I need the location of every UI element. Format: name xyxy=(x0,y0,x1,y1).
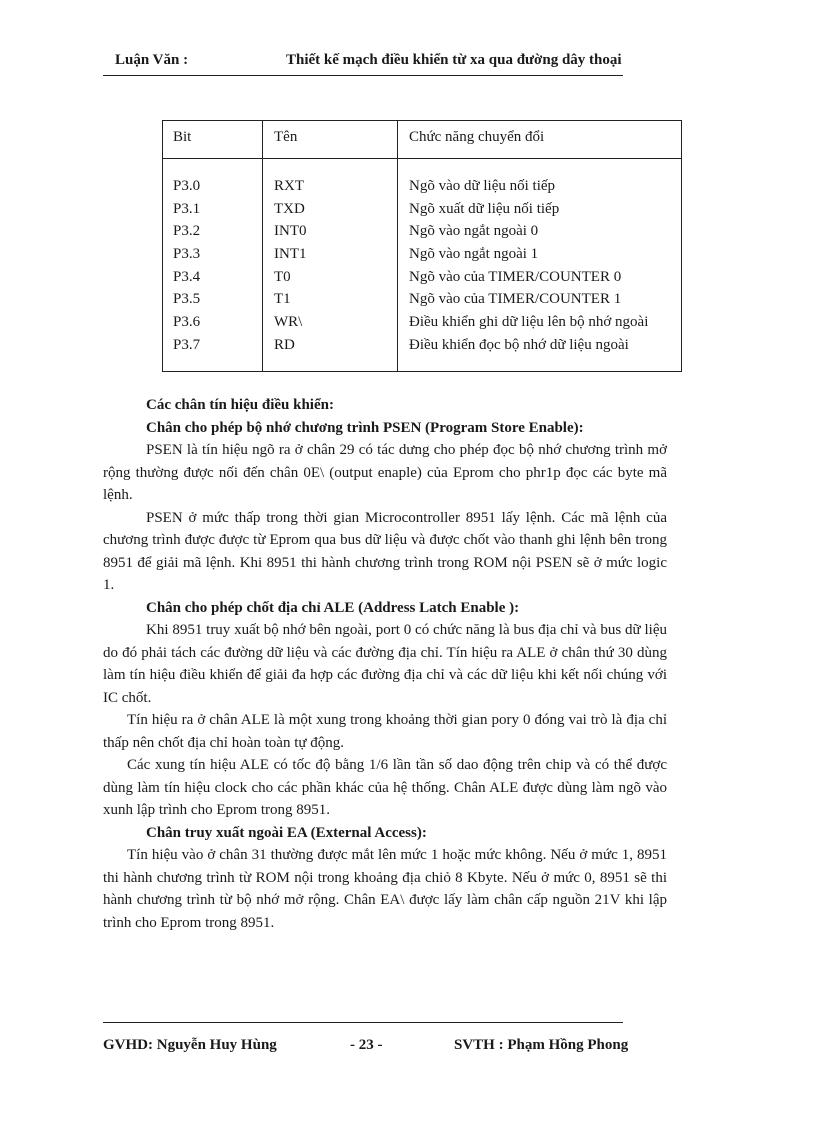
section-heading: Chân truy xuất ngoài EA (External Access): xyxy=(146,824,427,841)
table-cell: Ngõ vào của TIMER/COUNTER 1 xyxy=(409,291,622,308)
page-header xyxy=(103,50,623,72)
port3-function-table xyxy=(162,120,682,372)
body-text xyxy=(103,394,667,934)
section-heading: Chân cho phép bộ nhớ chương trình PSEN (Program Store Enable): xyxy=(146,419,584,436)
table-cell: Ngõ vào ngắt ngoài 0 xyxy=(409,223,539,240)
table-cell: P3.4 xyxy=(173,268,201,285)
header-left: Luận Văn : xyxy=(115,52,189,68)
table-cell: Ngõ vào của TIMER/COUNTER 0 xyxy=(409,268,622,285)
section-heading: Chân cho phép chốt địa chỉ ALE (Address Latch Enable ): xyxy=(146,599,520,616)
function-column xyxy=(398,159,682,372)
table-cell: P3.6 xyxy=(173,314,201,331)
table-cell: Điều khiển ghi dữ liệu lên bộ nhớ ngoài xyxy=(409,314,649,331)
table-cell: P3.7 xyxy=(173,336,201,353)
col-header-name: Tên xyxy=(263,121,398,159)
table-body-row xyxy=(163,159,682,372)
footer-advisor: GVHD: Nguyễn Huy Hùng xyxy=(103,1037,277,1053)
paragraph: Khi 8951 truy xuất bộ nhớ bên ngoài, port 0 có chức năng là bus địa chỉ và bus dữ liệu do đó phải tách các đường dữ liệu và các đường địa chỉ. Tín hiệu ra ALE ở chân thứ 30 dùng làm tín hiệu điều khiển để giải đa hợp các đường địa chỉ và các dữ liệu khi kết nối chúng với IC chốt. xyxy=(103,622,667,706)
paragraph: PSEN là tín hiệu ngõ ra ở chân 29 có tác dưng cho phép đọc bộ nhớ chương trình mở rộng thường được nối đến chân 0E\ (output enaple) của Eprom cho phr1p đọc các byte mã lệnh. xyxy=(103,442,667,503)
name-column xyxy=(263,159,398,372)
table-cell: TXD xyxy=(274,200,305,217)
table-cell: T1 xyxy=(274,291,291,308)
header-title: Thiết kế mạch điều khiển từ xa qua đường dây thoại xyxy=(286,52,622,68)
table-cell: T0 xyxy=(274,268,291,285)
table-cell: P3.3 xyxy=(173,246,201,263)
paragraph: Tín hiệu vào ở chân 31 thường được mắt lên mức 1 hoặc mức không. Nếu ở mức 1, 8951 thi hành chương trình từ ROM nội trong khoảng địa chiỏ 8 Kbyte. Nếu ở mức 0, 8951 sẽ thi hành chương trình từ bộ nhớ mở rộng. Chân EA\ được lấy làm chân cấp nguồn 21V khi lập trình cho Eprom trong 8951. xyxy=(103,847,667,931)
footer-student: SVTH : Phạm Hồng Phong xyxy=(454,1037,629,1053)
table-cell: RD xyxy=(274,336,295,353)
col-header-function: Chức năng chuyển đổi xyxy=(398,121,682,159)
table-cell: Điều khiển đọc bộ nhớ dữ liệu ngoài xyxy=(409,336,629,353)
page-number: - 23 - xyxy=(350,1037,383,1053)
col-header-bit: Bit xyxy=(163,121,263,159)
header-divider xyxy=(103,75,623,76)
table-cell: Ngõ xuất dữ liệu nối tiếp xyxy=(409,200,560,217)
paragraph: PSEN ở mức thấp trong thời gian Microcontroller 8951 lấy lệnh. Các mã lệnh của chương trình được được từ Eprom qua bus dữ liệu và được chốt vào thanh ghi lệnh bên trong 8951 để giải mã lệnh. Khi 8951 thi hành chương trình trong ROM nội PSEN sẽ ở mức logic 1. xyxy=(103,509,667,593)
table-cell: Ngõ vào dữ liệu nối tiếp xyxy=(409,178,556,194)
table-cell: Ngõ vào ngắt ngoài 1 xyxy=(409,246,539,263)
bit-column xyxy=(163,159,263,372)
table-cell: INT0 xyxy=(274,223,307,240)
table-cell: P3.1 xyxy=(173,200,201,217)
table-cell: P3.2 xyxy=(173,223,201,240)
table-cell: INT1 xyxy=(274,246,307,263)
table-header-row xyxy=(163,121,682,159)
table-cell: P3.0 xyxy=(173,178,201,194)
section-heading: Các chân tín hiệu điều khiển: xyxy=(146,397,334,413)
table-cell: WR\ xyxy=(274,314,303,331)
footer-divider xyxy=(103,1022,623,1023)
paragraph: Tín hiệu ra ở chân ALE là một xung trong khoảng thời gian pory 0 đóng vai trò là địa chỉ thấp nên chốt địa chỉ hoàn toàn tự động. xyxy=(103,712,667,751)
paragraph: Các xung tín hiệu ALE có tốc độ bằng 1/6 lần tần số dao động trên chip và có thể được dùng làm tín hiệu clock cho các phần khác của hệ thống. Chân ALE được dùng làm ngõ vào xunh lập trình cho Eprom trong 8951. xyxy=(103,757,667,818)
table-cell: P3.5 xyxy=(173,291,201,308)
table-cell: RXT xyxy=(274,178,304,194)
